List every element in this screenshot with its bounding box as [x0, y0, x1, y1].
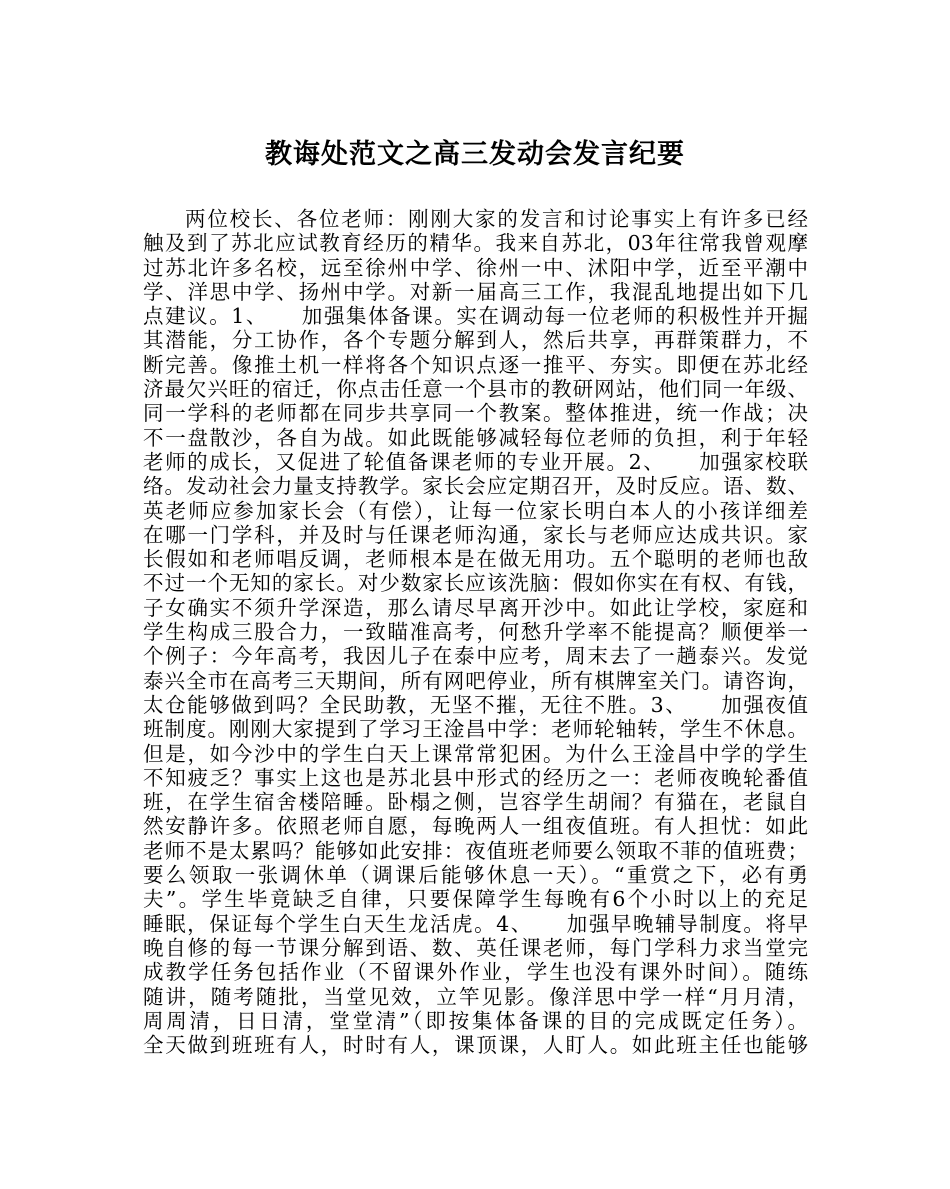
paragraph-line: 老师的成长，又促进了轮值备课老师的专业开展。2、 加强家校联 — [143, 449, 808, 474]
paragraph-line: 不过一个无知的家长。对少数家长应该洗脑：假如你实在有权、有钱， — [143, 571, 808, 596]
paragraph-line: 学、洋思中学、扬州中学。对新一届高三工作，我混乱地提出如下几 — [143, 279, 808, 304]
paragraph-line: 周周清，日日清，堂堂清”（即按集体备课的目的完成既定任务）。 — [143, 1008, 808, 1033]
paragraph-line: 睡眠，保证每个学生白天生龙活虎。4、 加强早晚辅导制度。将早 — [143, 911, 808, 936]
paragraph-line: 老师不是太累吗？能够如此安排：夜值班老师要么领取不菲的值班费； — [143, 838, 808, 863]
paragraph-line: 要么领取一张调休单（调课后能够休息一天）。“重赏之下，必有勇 — [143, 863, 808, 888]
paragraph-line: 班制度。刚刚大家提到了学习王淦昌中学：老师轮轴转，学生不休息。 — [143, 717, 808, 742]
paragraph-line: 济最欠兴旺的宿迁，你点击任意一个县市的教研网站，他们同一年级、 — [143, 377, 808, 402]
paragraph-line: 太仓能够做到吗？全民助教，无坚不摧，无往不胜。3、 加强夜值 — [143, 692, 808, 717]
paragraph-line: 两位校长、各位老师：刚刚大家的发言和讨论事实上有许多已经 — [185, 207, 808, 231]
paragraph-line: 点建议。1、 加强集体备课。实在调动每一位老师的积极性并开掘 — [143, 304, 808, 329]
paragraph-line: 过苏北许多名校，远至徐州中学、徐州一中、沭阳中学，近至平潮中 — [143, 255, 808, 280]
paragraph-line: 络。发动社会力量支持教学。家长会应定期召开，及时反应。语、数、 — [143, 474, 808, 499]
paragraph-line: 随讲，随考随批，当堂见效，立竿见影。像洋思中学一样“月月清， — [143, 984, 808, 1009]
paragraph-line: 晚自修的每一节课分解到语、数、英任课老师，每门学科力求当堂完 — [143, 935, 808, 960]
document-body — [143, 207, 808, 1057]
paragraph-line: 个例子：今年高考，我因儿子在泰中应考，周末去了一趟泰兴。发觉 — [143, 644, 808, 669]
paragraph-line: 全天做到班班有人，时时有人，课顶课，人盯人。如此班主任也能够 — [143, 1033, 808, 1058]
paragraph-line: 英老师应参加家长会（有偿），让每一位家长明白本人的小孩详细差 — [143, 498, 808, 523]
paragraph-line: 夫”。学生毕竟缺乏自律，只要保障学生每晚有6个小时以上的充足 — [143, 887, 808, 912]
paragraph-line: 在哪一门学科，并及时与任课老师沟通，家长与老师应达成共识。家 — [143, 522, 808, 547]
paragraph-line: 同一学科的老师都在同步共享同一个教案。整体推进，统一作战；决 — [143, 401, 808, 426]
paragraph-line: 班，在学生宿舍楼陪睡。卧榻之侧，岂容学生胡闹？有猫在，老鼠自 — [143, 790, 808, 815]
paragraph-line: 断完善。像推土机一样将各个知识点逐一推平、夯实。即便在苏北经 — [143, 352, 808, 377]
paragraph-line: 子女确实不须升学深造，那么请尽早离开沙中。如此让学校，家庭和 — [143, 595, 808, 620]
paragraph-line: 不一盘散沙，各自为战。如此既能够减轻每位老师的负担，利于年轻 — [143, 425, 808, 450]
paragraph-line: 学生构成三股合力，一致瞄准高考，何愁升学率不能提高？顺便举一 — [143, 620, 808, 645]
paragraph-line: 成教学任务包括作业（不留课外作业，学生也没有课外时间）。随练 — [143, 960, 808, 985]
paragraph-line: 然安静许多。依照老师自愿，每晚两人一组夜值班。有人担忧：如此 — [143, 814, 808, 839]
paragraph-line: 长假如和老师唱反调，老师根本是在做无用功。五个聪明的老师也敌 — [143, 547, 808, 572]
paragraph-line: 触及到了苏北应试教育经历的精华。我来自苏北，03年往常我曾观摩 — [143, 231, 808, 256]
paragraph-line: 不知疲乏？事实上这也是苏北县中形式的经历之一：老师夜晚轮番值 — [143, 765, 808, 790]
document-title: 教诲处范文之高三发动会发言纪要 — [265, 139, 685, 170]
paragraph-line: 泰兴全市在高考三天期间，所有网吧停业，所有棋牌室关门。请咨询， — [143, 668, 808, 693]
paragraph-line: 其潜能，分工协作，各个专题分解到人，然后共享，再群策群力，不 — [143, 328, 808, 353]
paragraph-line: 但是，如今沙中的学生白天上课常常犯困。为什么王淦昌中学的学生 — [143, 741, 808, 766]
